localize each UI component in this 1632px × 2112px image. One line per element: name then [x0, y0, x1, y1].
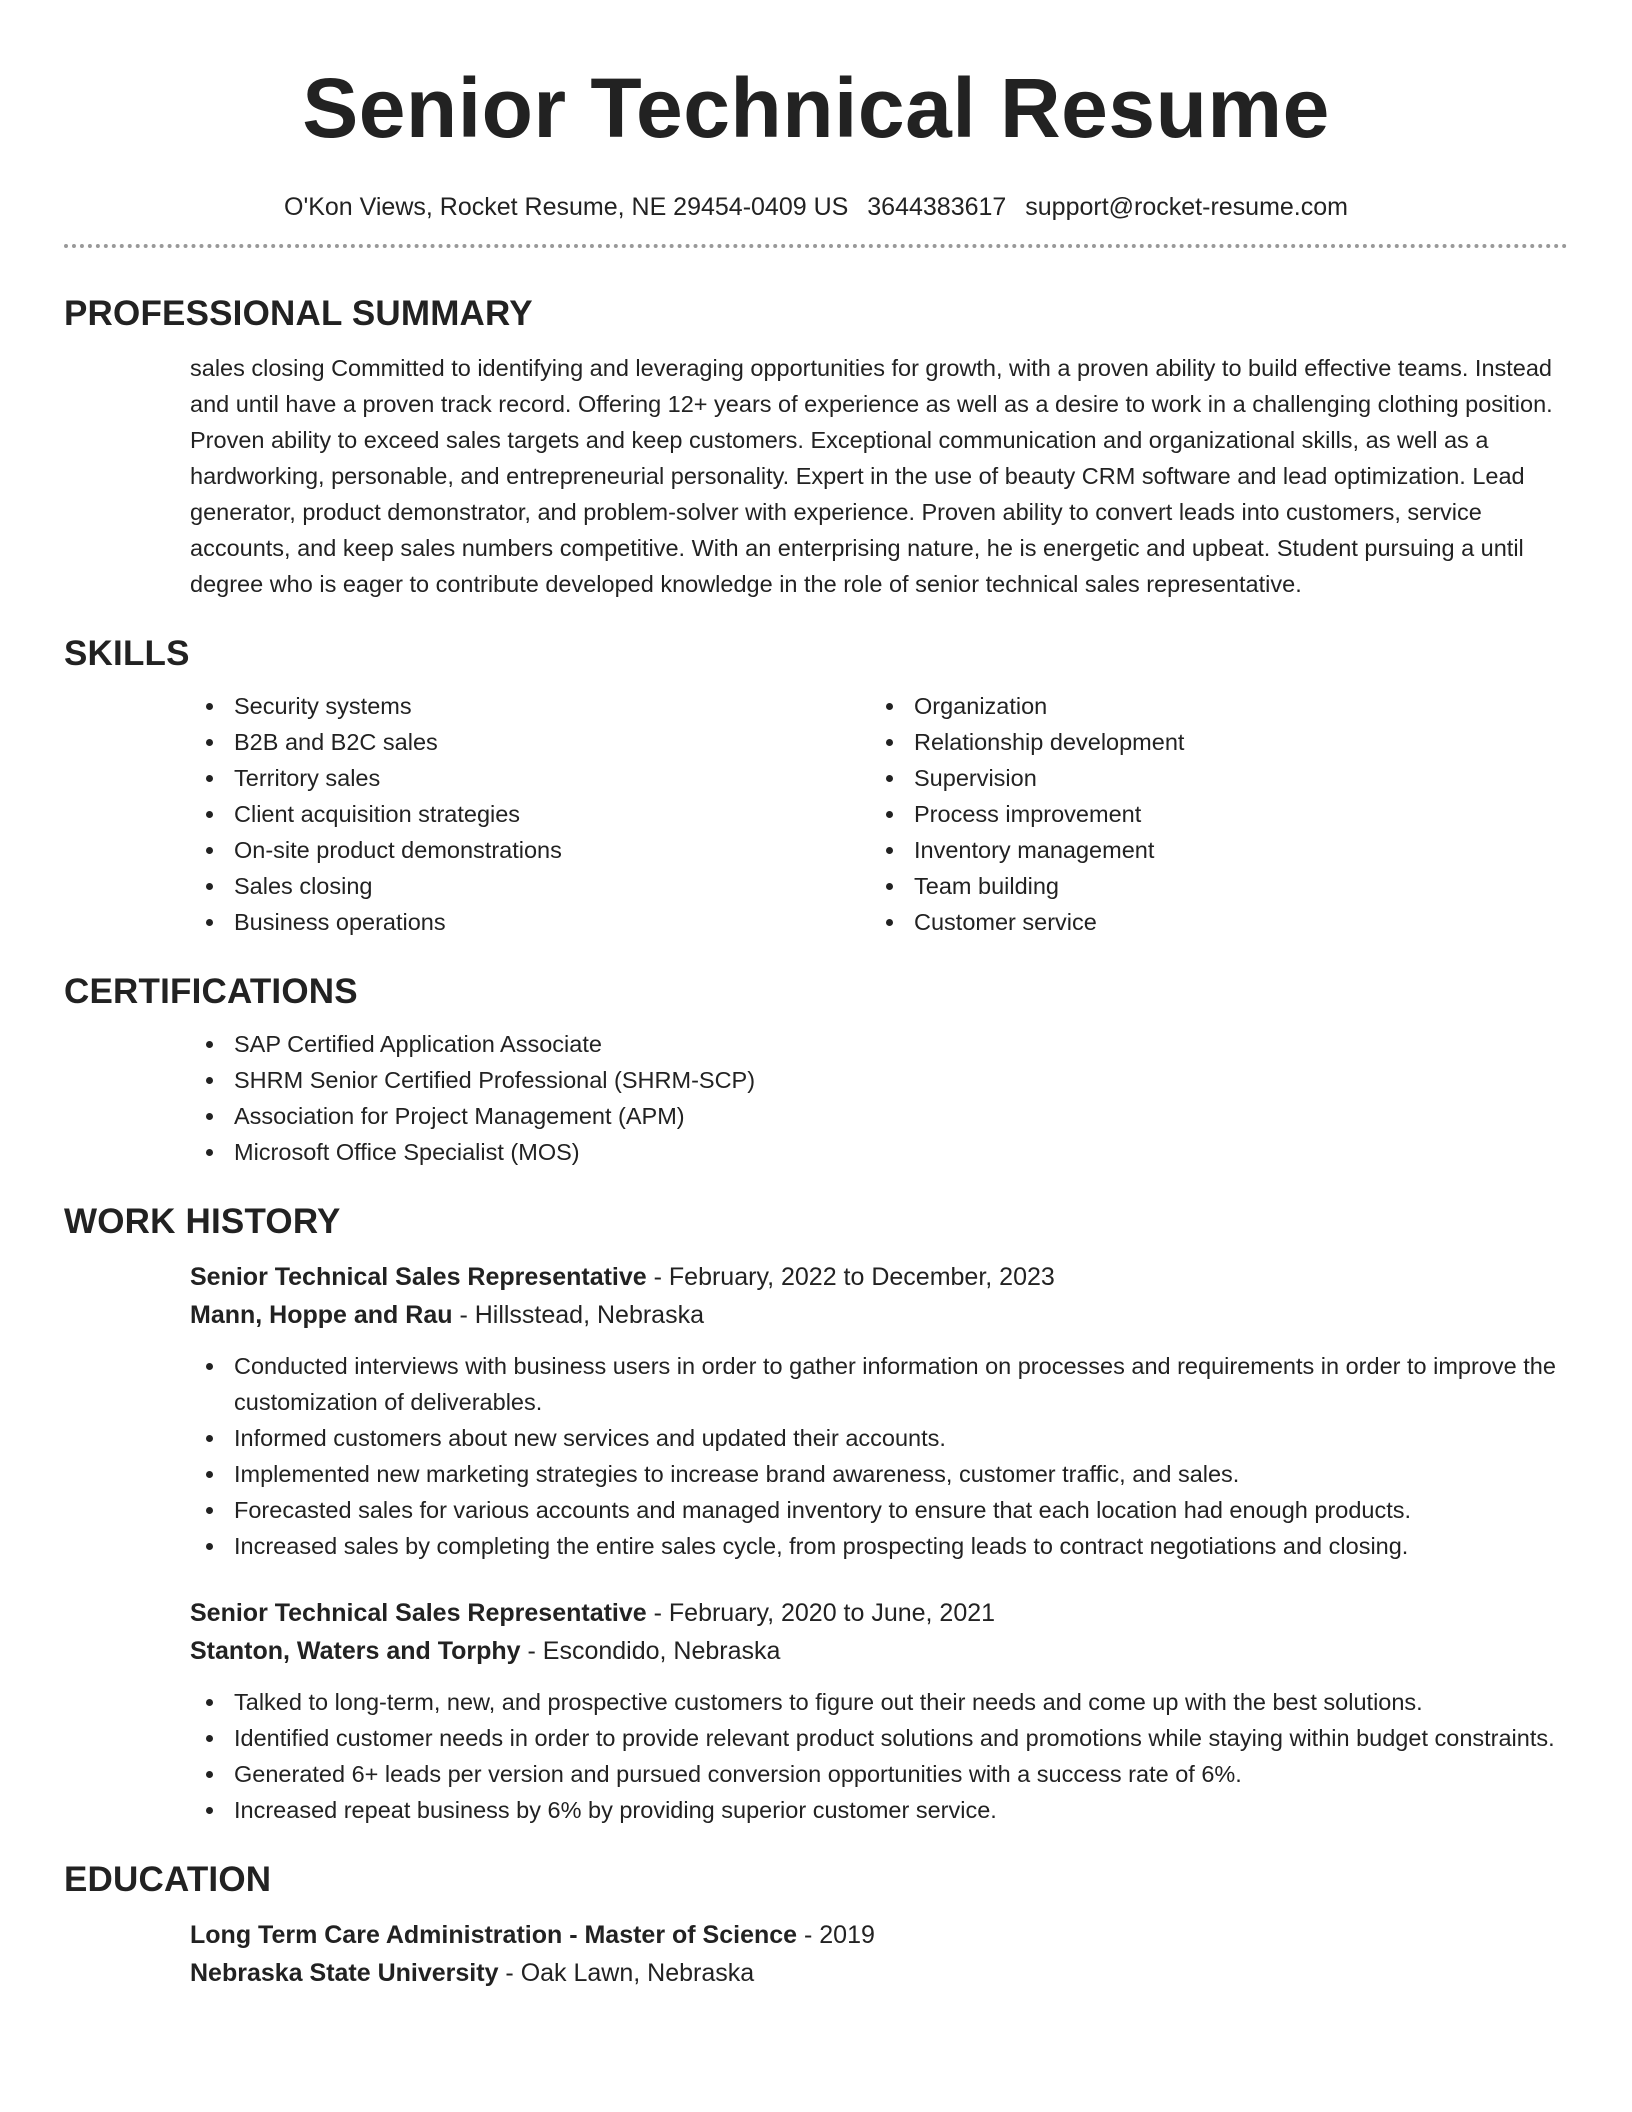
job-bullet: Forecasted sales for various accounts and managed inventory to ensure that each location had enough products.	[190, 1492, 1568, 1528]
job-title-line	[190, 1594, 1568, 1632]
certification-item: Microsoft Office Specialist (MOS)	[190, 1134, 1568, 1170]
skills-grid	[190, 688, 1568, 940]
header-divider	[64, 244, 1568, 248]
job-bullet: Identified customer needs in order to provide relevant product solutions and promotions while staying within budget constraints.	[190, 1720, 1568, 1756]
certification-item: SHRM Senior Certified Professional (SHRM-SCP)	[190, 1062, 1568, 1098]
skills-right-list	[870, 688, 1550, 940]
skills-heading: SKILLS	[64, 634, 190, 673]
job-bullet: Increased sales by completing the entire sales cycle, from prospecting leads to contract negotiations and closing.	[190, 1528, 1568, 1564]
job-bullets	[190, 1684, 1568, 1828]
education-degree-line	[190, 1916, 1568, 1954]
contact-address: O'Kon Views, Rocket Resume, NE 29454-0409 US	[284, 193, 849, 221]
job-location: - Hillsstead, Nebraska	[452, 1301, 704, 1329]
summary-section	[64, 292, 1568, 602]
job-entry	[190, 1258, 1568, 1564]
job-bullet: Generated 6+ leads per version and pursued conversion opportunities with a success rate of 6%.	[190, 1756, 1568, 1792]
certification-item: Association for Project Management (APM)	[190, 1098, 1568, 1134]
job-title-line	[190, 1258, 1568, 1296]
skill-item: Security systems	[190, 688, 870, 724]
summary-heading: PROFESSIONAL SUMMARY	[64, 294, 533, 333]
skill-item: Business operations	[190, 904, 870, 940]
summary-text: sales closing Committed to identifying and leveraging opportunities for growth, with a proven ability to build effective teams. Instead and until have a proven track record. Offering 12+ years of experience as well as a desire to work in a challenging clothing position. Proven ability to exceed sales targets and keep customers. Exceptional communication and organizational skills, as well as a hardworking, personable, and entrepreneurial personality. Expert in the use of beauty CRM software and lead optimization. Lead generator, product demonstrator, and problem-solver with experience. Proven ability to convert leads into customers, service accounts, and keep sales numbers competitive. With an enterprising nature, he is energetic and upbeat. Student pursuing a until degree who is eager to contribute developed knowledge in the role of senior technical sales representative.	[190, 355, 1553, 597]
skill-item: Supervision	[870, 760, 1550, 796]
job-bullet: Increased repeat business by 6% by providing superior customer service.	[190, 1792, 1568, 1828]
certification-item: SAP Certified Application Associate	[190, 1026, 1568, 1062]
job-company-line	[190, 1296, 1568, 1334]
job-entry	[190, 1594, 1568, 1828]
certifications-heading: CERTIFICATIONS	[64, 972, 358, 1011]
job-bullet: Conducted interviews with business users in order to gather information on processes and requirements in order to improve the customization of deliverables.	[190, 1348, 1568, 1420]
skill-item: B2B and B2C sales	[190, 724, 870, 760]
contact-line	[64, 192, 1568, 222]
skill-item: On-site product demonstrations	[190, 832, 870, 868]
work-section	[64, 1200, 1568, 1828]
job-company: Mann, Hoppe and Rau	[190, 1301, 453, 1329]
job-bullets	[190, 1348, 1568, 1564]
education-school-line	[190, 1954, 1568, 1992]
job-bullet: Implemented new marketing strategies to increase brand awareness, customer traffic, and sales.	[190, 1456, 1568, 1492]
education-section	[64, 1858, 1568, 1992]
education-heading: EDUCATION	[64, 1860, 272, 1899]
contact-phone: 3644383617	[867, 193, 1007, 221]
job-bullet: Talked to long-term, new, and prospective customers to figure out their needs and come up with the best solutions.	[190, 1684, 1568, 1720]
skill-item: Relationship development	[870, 724, 1550, 760]
skill-item: Organization	[870, 688, 1550, 724]
contact-email: support@rocket-resume.com	[1025, 193, 1348, 221]
job-dates: - February, 2022 to December, 2023	[646, 1263, 1055, 1291]
job-location: - Escondido, Nebraska	[520, 1637, 781, 1665]
skill-item: Sales closing	[190, 868, 870, 904]
education-year: - 2019	[797, 1921, 875, 1949]
job-dates: - February, 2020 to June, 2021	[646, 1599, 996, 1627]
certifications-section	[64, 970, 1568, 1170]
skill-item: Team building	[870, 868, 1550, 904]
education-degree: Long Term Care Administration - Master of Science	[190, 1921, 798, 1949]
skills-section	[64, 632, 1568, 940]
job-company-line	[190, 1632, 1568, 1670]
education-location: - Oak Lawn, Nebraska	[498, 1959, 755, 1987]
education-entry	[190, 1916, 1568, 1992]
job-title: Senior Technical Sales Representative	[190, 1263, 647, 1291]
skill-item: Territory sales	[190, 760, 870, 796]
education-school: Nebraska State University	[190, 1959, 499, 1987]
resume-name: Senior Technical Resume	[302, 61, 1330, 155]
skill-item: Customer service	[870, 904, 1550, 940]
certifications-list	[190, 1026, 1568, 1170]
skill-item: Client acquisition strategies	[190, 796, 870, 832]
skills-left-list	[190, 688, 870, 940]
job-company: Stanton, Waters and Torphy	[190, 1637, 521, 1665]
skill-item: Process improvement	[870, 796, 1550, 832]
job-bullet: Informed customers about new services and updated their accounts.	[190, 1420, 1568, 1456]
skill-item: Inventory management	[870, 832, 1550, 868]
job-title: Senior Technical Sales Representative	[190, 1599, 647, 1627]
work-heading: WORK HISTORY	[64, 1202, 341, 1241]
